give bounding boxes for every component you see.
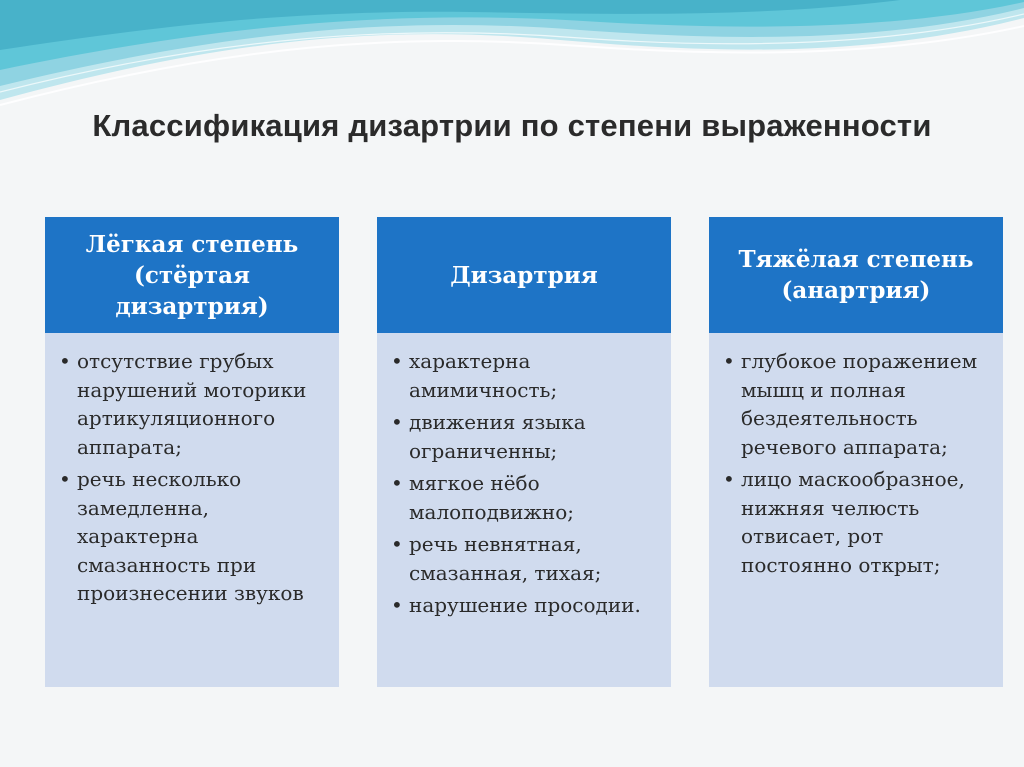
list-item: • отсутствие грубых нарушений моторики артикуляционного аппарата; — [59, 347, 325, 461]
column-severe-degree — [709, 217, 1003, 687]
list-item: • характерна амимичность; — [391, 347, 657, 404]
list-item: • лицо маскообразное, нижняя челюсть отвисает, рот постоянно открыт; — [723, 465, 989, 579]
column-header — [709, 217, 1003, 333]
bullet-list — [723, 347, 989, 579]
list-item: • мягкое нёбо малоподвижно; — [391, 469, 657, 526]
list-item: • движения языка ограниченны; — [391, 408, 657, 465]
list-item: • нарушение просодии. — [391, 591, 657, 620]
list-item: • речь невнятная, смазанная, тихая; — [391, 530, 657, 587]
bullet-list — [59, 347, 325, 608]
column-header-text: Тяжёлая степень (анартрия) — [738, 246, 974, 304]
decorative-wave-banner — [0, 0, 1024, 120]
slide-title: Классификация дизартрии по степени выраженности — [92, 108, 932, 143]
column-body — [377, 333, 671, 687]
column-header — [45, 217, 339, 333]
bullet-list — [391, 347, 657, 620]
column-body — [709, 333, 1003, 687]
list-item: • речь несколько замедленна, характерна смазанность при произнесении звуков — [59, 465, 325, 608]
column-header-text: Дизартрия — [450, 261, 598, 289]
column-dysarthria — [377, 217, 671, 687]
list-item: • глубокое поражением мышц и полная бездеятельность речевого аппарата; — [723, 347, 989, 461]
column-body — [45, 333, 339, 687]
column-header — [377, 217, 671, 333]
column-mild-degree — [45, 217, 339, 687]
column-header-text: Лёгкая степень (стёртая дизартрия) — [85, 230, 299, 320]
